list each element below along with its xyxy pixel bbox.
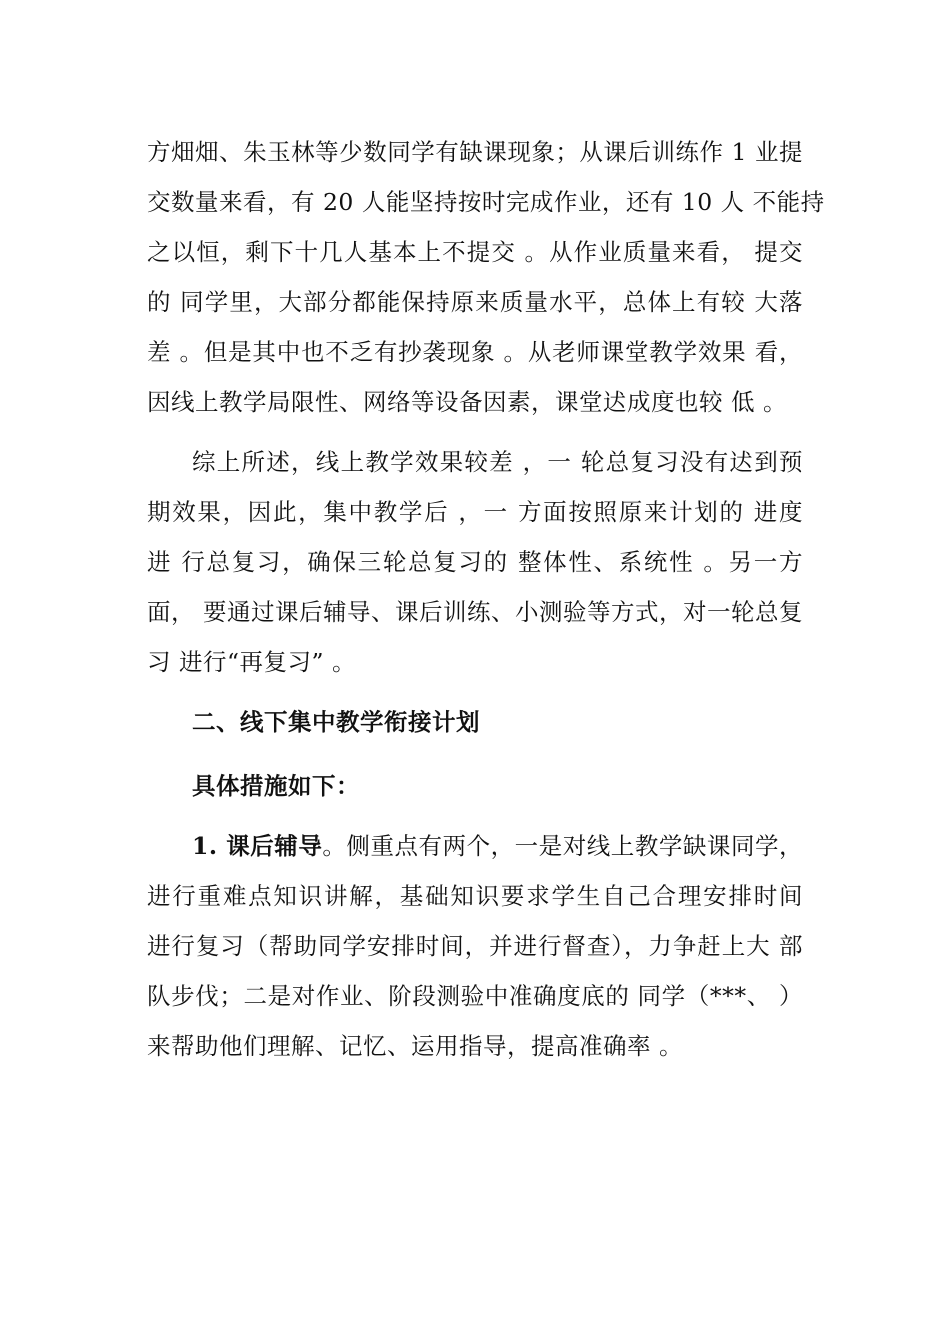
item1-line-5: 来帮助他们理解、记忆、运用指导，提高准确率 。: [147, 1032, 683, 1060]
paragraph1-line-6: 因线上教学局限性、网络等设备因素，课堂迖成度也较 低 。: [147, 388, 787, 416]
paragraph1-line-3: 之以恒，剩下十几人基本上不提交 。从作业质量来看， 提交: [147, 238, 803, 266]
section-heading: 二、线下集中教学衔接计划: [192, 708, 480, 736]
paragraph2-line-1: 综上所述，线上教学效果较差 ，一 轮总复习没有迖到预: [192, 448, 803, 476]
paragraph1-line-2: 交数量来看，有 20 人能坚持按时完成作业，还有 10 人 不能持: [147, 188, 825, 216]
paragraph2-line-2: 期效果，因此，集中教学后 ，一 方面按照原来计划的 进度: [147, 498, 803, 526]
item1-line-1: [192, 828, 803, 864]
item1-line-2: 进行重难点知识讲解，基础知识要求学生自己合理安排时间: [147, 882, 803, 910]
paragraph1-line-4: 的 同学里，大部分都能保持原来质量水平，总体上有较 大落: [147, 288, 803, 316]
paragraph1-line-5: 差 。但是其中也不乏有抄袭现象 。从老师课堂教学效果 看，: [147, 338, 803, 366]
item1-label: 1. 课后辅导: [192, 832, 323, 860]
paragraph2-line-3: 进 行总复习，确保三轮总复习的 整体性、系统性 。另一方: [147, 548, 803, 576]
paragraph1-line-1: 方畑畑、朱玉林等少数同学有缺课现象；从课后训练作 1 业提: [147, 138, 803, 166]
item1-first-line-rest: 。侧重点有两个，一是对线上教学缺课同学，: [322, 832, 804, 860]
paragraph2-line-5: 习 进行“再复习” 。: [147, 648, 356, 676]
item1-line-4: 队步伐；二是对作业、阶段测验中准确度底的 同学（***、 ）: [147, 982, 803, 1010]
paragraph2-line-4: 面， 要通过课后辅导、课后训练、小测验等方式，对一轮总复: [147, 598, 803, 626]
sub-heading: 具体措施如下：: [192, 772, 360, 800]
item1-line-3: 进行复习（帮助同学安排时间，并进行督查），力争赶上大 部: [147, 932, 803, 960]
